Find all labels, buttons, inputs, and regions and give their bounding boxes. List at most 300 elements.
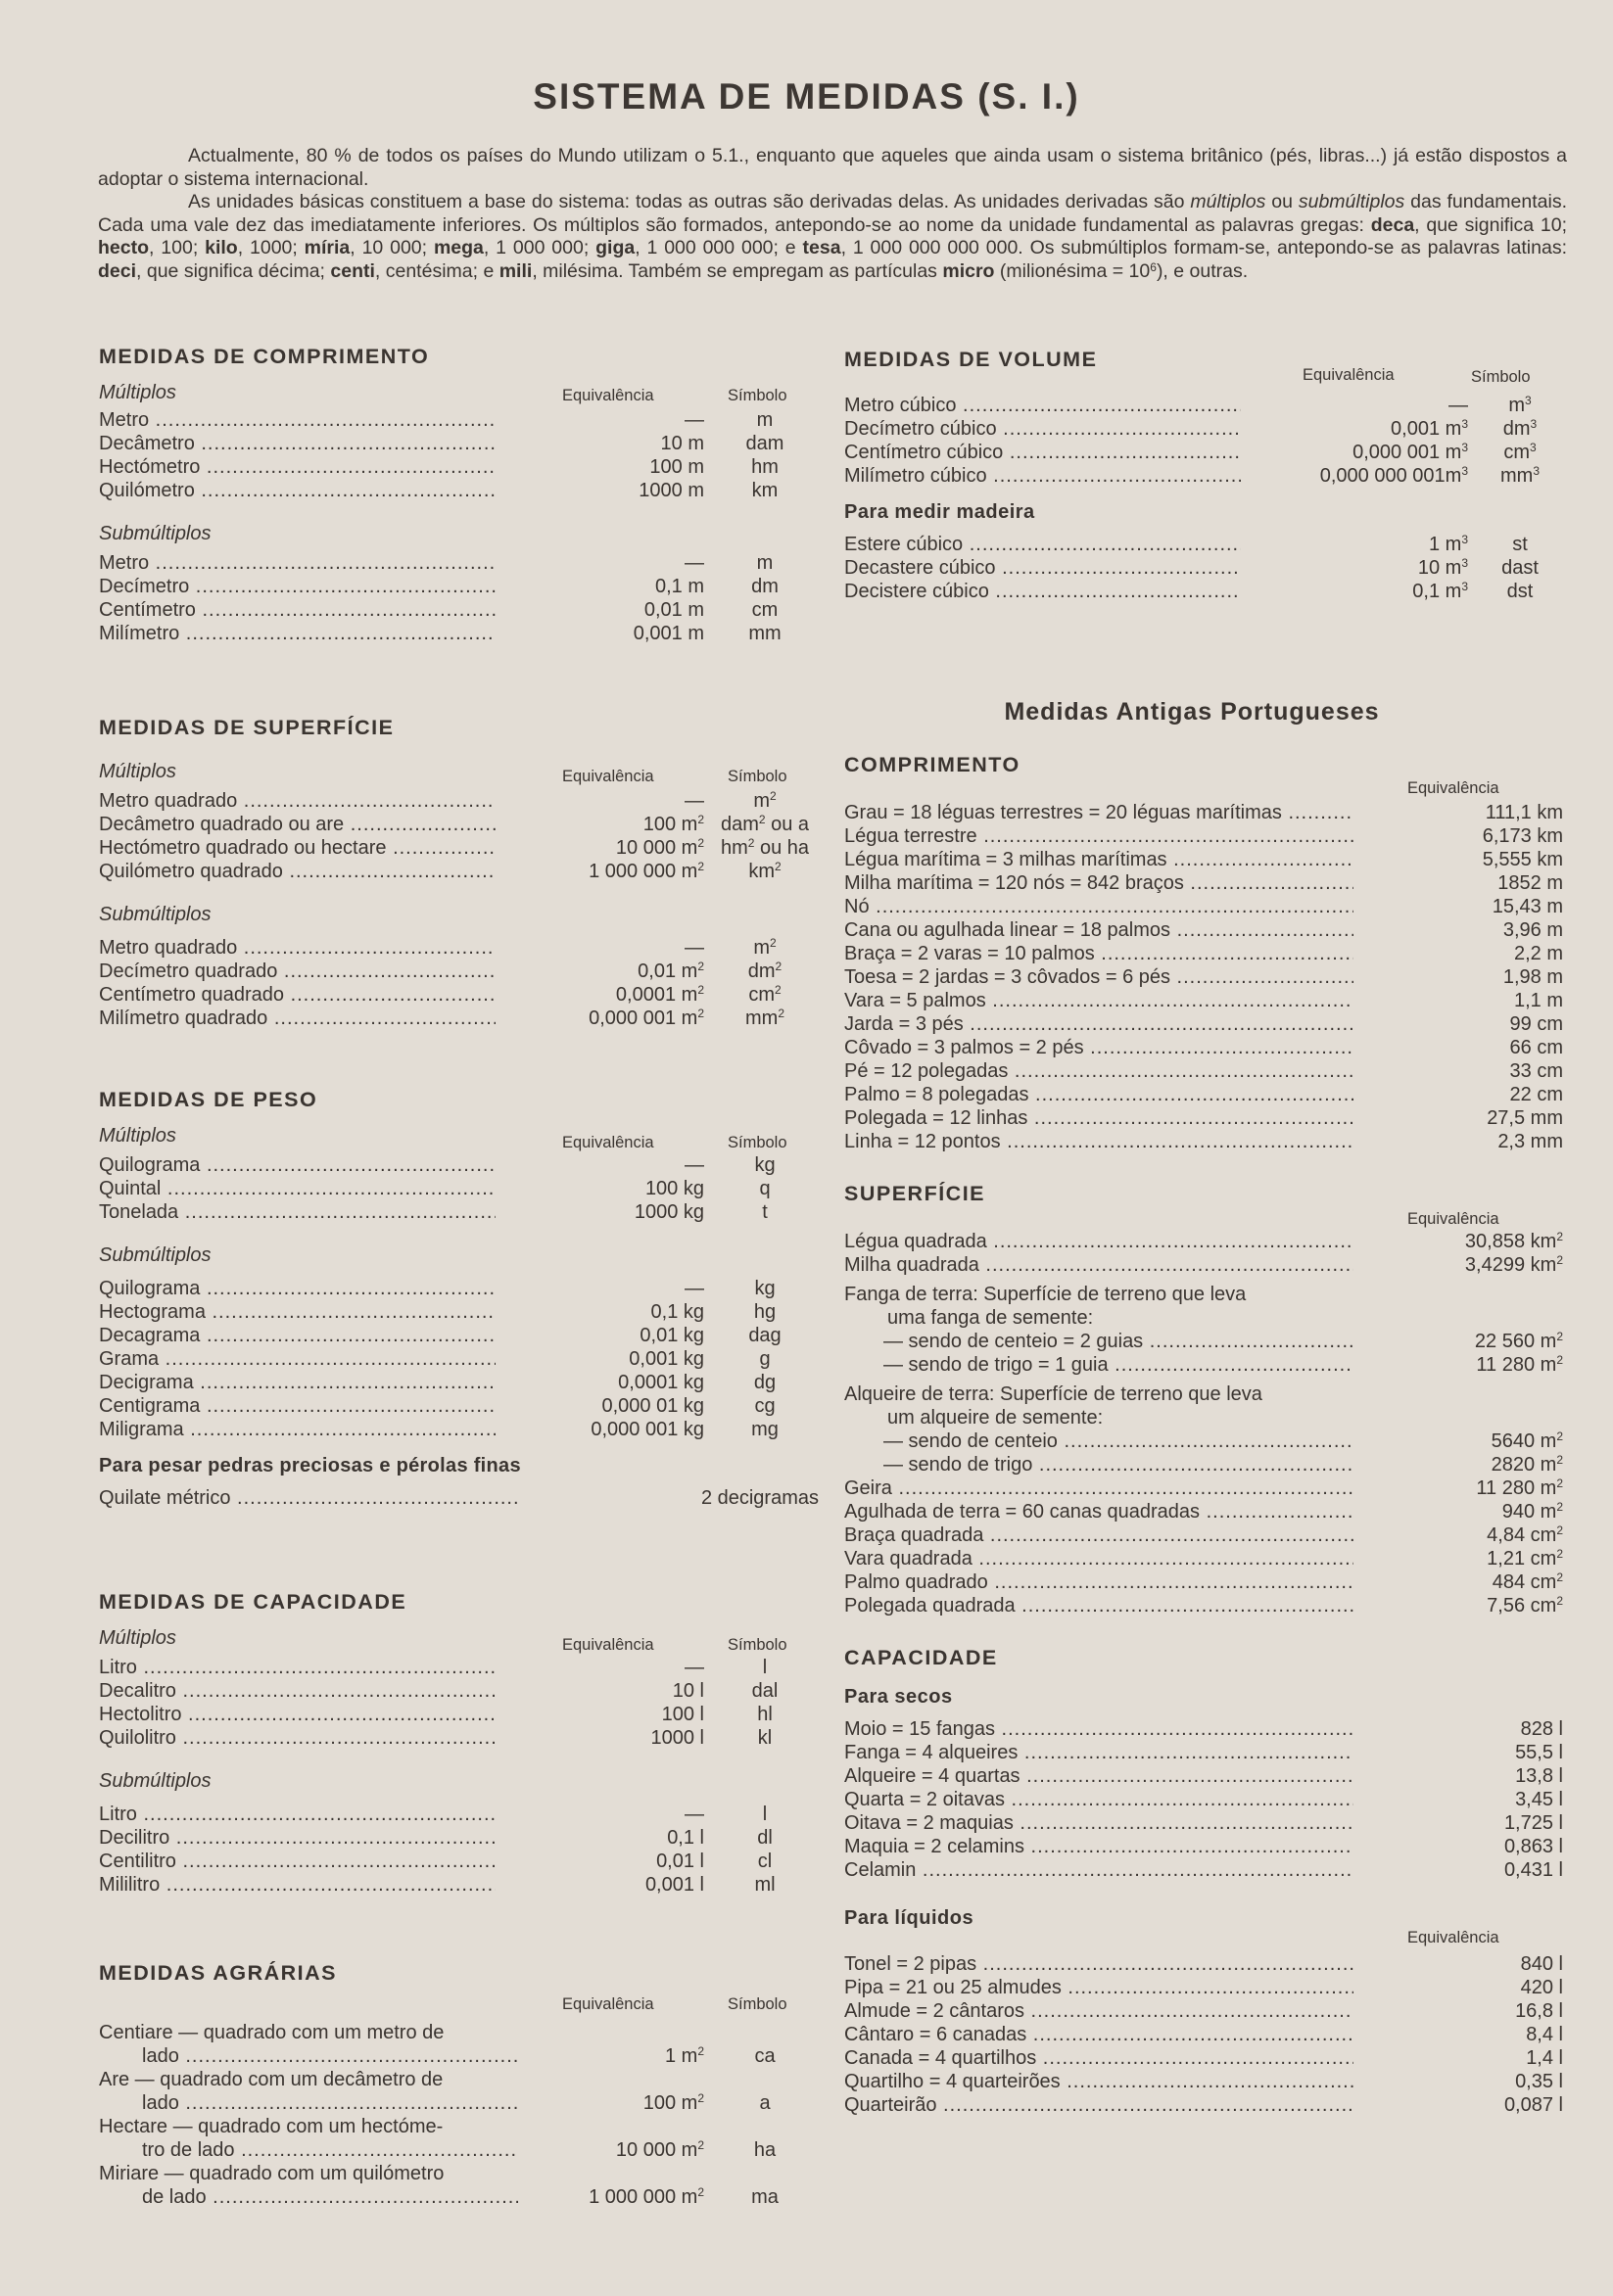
item-line-1: Centiare — quadrado com um metro de	[99, 2022, 445, 2043]
row-equivalencia: 0,000 01 kg	[601, 1395, 704, 1417]
table-row	[99, 408, 824, 432]
row-equivalencia: 100 kg	[644, 1178, 704, 1199]
row-name: Decastere cúbico .....	[844, 556, 1241, 580]
header-equivalencia: Equivalência	[1407, 1210, 1499, 1228]
row-name: Decímetro .....	[99, 575, 496, 598]
row-simbolo: kg	[754, 1278, 776, 1299]
row-equivalencia: 4,84 $cm^2$	[1487, 1523, 1563, 1546]
table-row	[99, 479, 824, 502]
row-simbolo: $dm^3$	[1502, 417, 1538, 440]
table-row	[844, 1858, 1569, 1882]
row-equivalencia: 1,21 $cm^2$	[1487, 1547, 1563, 1570]
row-equivalencia: 0,35 l	[1515, 2071, 1563, 2092]
row-equivalencia: 1,4 l	[1526, 2047, 1563, 2069]
superscript: 2	[774, 983, 782, 997]
section-agrarias	[99, 1958, 824, 2209]
row-simbolo: $km^2$	[748, 860, 782, 882]
table-row	[844, 2093, 1569, 2117]
table-row	[99, 1394, 824, 1418]
row-equivalencia: 0,01 l	[656, 1851, 704, 1872]
rows-capacidade-submultiplos	[99, 1803, 824, 1897]
row-name: — sendo de centeio = 2 guias .....	[883, 1330, 1353, 1353]
row-equivalencia: 22 560 $m^2$	[1474, 1330, 1563, 1352]
row-simbolo: $mm^2$	[744, 1007, 784, 1029]
table-row	[99, 1826, 824, 1850]
superscript: 2	[697, 983, 704, 997]
rows-antigas-comprimento	[844, 801, 1569, 1153]
row-name: Canada = 4 quartilhos .....	[844, 2046, 1353, 2070]
header-equivalencia: Equivalência	[1407, 1929, 1499, 1946]
subtitle-multiplos: Múltiplos	[99, 382, 176, 403]
rows-agrarias	[99, 2021, 824, 2209]
row-equivalencia: 0,000 001 $m^2$	[589, 1007, 704, 1029]
row-simbolo: $m^2$	[753, 936, 777, 959]
row-name: — sendo de centeio .....	[883, 1429, 1353, 1453]
row-equivalencia: 10 l	[672, 1680, 704, 1702]
table-row	[844, 464, 1569, 488]
item-name: lado .....	[142, 2091, 518, 2115]
table-row	[99, 598, 824, 622]
table-row	[99, 836, 824, 860]
rows-madeira	[844, 533, 1569, 603]
superscript: 3	[1461, 533, 1468, 546]
row-simbolo: km	[751, 480, 779, 501]
row-name: Quintal .....	[99, 1177, 496, 1200]
superscript: 3	[1529, 441, 1537, 454]
row-equivalencia: 10 m	[660, 433, 704, 454]
agraria-item	[99, 2068, 824, 2115]
superscript: 2	[1556, 1570, 1563, 1584]
rows-antigas-liquidos	[844, 1952, 1569, 2117]
superscript: 2	[697, 1007, 704, 1020]
table-row	[844, 1012, 1569, 1036]
row-simbolo: hm	[751, 456, 779, 478]
agraria-item	[99, 2115, 824, 2162]
superscript: 2	[1556, 1453, 1563, 1467]
section-title: MEDIDAS DE COMPRIMENTO	[99, 345, 430, 368]
row-name: Agulhada de terra = 60 canas quadradas .....	[844, 1500, 1353, 1523]
row-name: Cana ou agulhada linear = 18 palmos .....	[844, 918, 1353, 942]
antigas-superficie-title: SUPERFÍCIE	[844, 1182, 986, 1205]
row-name: Quilolitro .....	[99, 1726, 496, 1750]
row-equivalencia: 33 cm	[1509, 1060, 1563, 1082]
row-name: Jarda = 3 pés .....	[844, 1012, 1353, 1036]
superscript: 2	[1556, 1429, 1563, 1443]
superscript: 2	[697, 2044, 704, 2058]
item-line-1: Miriare — quadrado com um quilómetro	[99, 2163, 445, 2184]
row-equivalencia: 15,43 m	[1492, 896, 1563, 917]
row-name: Vara quadrada .....	[844, 1547, 1353, 1570]
row-simbolo: dm	[751, 576, 779, 597]
row-name: Decistere cúbico .....	[844, 580, 1241, 603]
row-equivalencia: 484 $cm^2$	[1492, 1570, 1563, 1593]
superscript: 3	[1533, 464, 1540, 478]
superscript: 2	[774, 860, 782, 873]
row-name: Polegada quadrada .....	[844, 1594, 1353, 1617]
row-simbolo: hg	[753, 1301, 777, 1323]
superscript: 2	[758, 813, 766, 826]
row-name: Centímetro .....	[99, 598, 496, 622]
row-name: Quarteirão .....	[844, 2093, 1353, 2117]
row-equivalencia: 100 l	[661, 1704, 704, 1725]
row-simbolo: mm	[748, 623, 782, 644]
row-name: Linha = 12 pontos .....	[844, 1130, 1353, 1153]
row-equivalencia: —	[1448, 395, 1468, 416]
table-row	[844, 1083, 1569, 1106]
table-row	[844, 417, 1569, 441]
table-row	[844, 1429, 1569, 1453]
row-equivalencia: 1000 kg	[634, 1201, 704, 1223]
section-capacidade	[99, 1587, 824, 1897]
row-name: Decigrama .....	[99, 1371, 496, 1394]
intro-paragraph-1: Actualmente, 80 % de todos os países do Mundo utilizam o 5.1., enquanto que aqueles que ainda usam o sistema britânico (pés, libras...) já estão dispostos a adoptar o sistema internacional.	[98, 145, 1567, 190]
row-name: Palmo = 8 polegadas .....	[844, 1083, 1353, 1106]
row-simbolo: dag	[748, 1325, 782, 1346]
table-row	[844, 1130, 1569, 1153]
superscript: 2	[697, 860, 704, 873]
row-name: Quarta = 2 oitavas .....	[844, 1788, 1353, 1811]
row-name: Maquia = 2 celamins .....	[844, 1835, 1353, 1858]
row-name: Milha quadrada .....	[844, 1253, 1353, 1277]
row-name: Braça = 2 varas = 10 palmos .....	[844, 942, 1353, 965]
row-name: Miligrama .....	[99, 1418, 496, 1441]
header-simbolo: Símbolo	[728, 1134, 787, 1151]
row-name: Decilitro .....	[99, 1826, 496, 1850]
table-row	[844, 989, 1569, 1012]
table-row	[99, 1726, 824, 1750]
item-line-1: Hectare — quadrado com um hectóme-	[99, 2116, 444, 2137]
row-equivalencia: 100 m	[649, 456, 704, 478]
rows-superficie-submultiplos	[99, 936, 824, 1030]
table-row	[844, 580, 1569, 603]
pedras-title: Para pesar pedras preciosas e pérolas finas	[99, 1455, 521, 1476]
table-row	[844, 1952, 1569, 1976]
quilate-row: Quilate métrico ..... 2 decigramas	[99, 1486, 824, 1510]
row-name: Quartilho = 4 quarteirões .....	[844, 2070, 1353, 2093]
alqueire-description: Alqueire de terra: Superfície de terreno que leva um alqueire de semente:	[844, 1383, 1262, 1429]
row-simbolo: dl	[757, 1827, 773, 1849]
intro-text	[98, 145, 1567, 283]
row-name: Hectograma .....	[99, 1300, 496, 1324]
table-row	[99, 1153, 824, 1177]
row-equivalencia: 0,001 kg	[629, 1348, 704, 1370]
header-simbolo: Símbolo	[728, 1995, 787, 2013]
table-row	[844, 2070, 1569, 2093]
subtitle-submultiplos: Submúltiplos	[99, 523, 212, 544]
row-simbolo: dst	[1506, 581, 1534, 602]
row-simbolo: $cm^2$	[748, 983, 782, 1006]
table-row	[99, 1803, 824, 1826]
table-row	[844, 848, 1569, 871]
row-name: Quilómetro quadrado .....	[99, 860, 496, 883]
table-row	[844, 1523, 1569, 1547]
header-equivalencia: Equivalência	[562, 1636, 654, 1654]
table-row	[99, 1300, 824, 1324]
subtitle-submultiplos: Submúltiplos	[99, 1244, 212, 1266]
row-equivalencia: 0,000 000 $001m^3$	[1319, 464, 1468, 487]
row-name: Tonel = 2 pipas .....	[844, 1952, 1353, 1976]
agraria-item	[99, 2162, 824, 2209]
section-antigas	[844, 695, 1569, 2117]
row-name: Pé = 12 polegadas .....	[844, 1059, 1353, 1083]
table-row	[99, 1347, 824, 1371]
superscript: 2	[1556, 1330, 1563, 1343]
row-equivalencia: 1852 m	[1497, 872, 1563, 894]
table-row	[844, 942, 1569, 965]
superscript: 2	[1556, 1547, 1563, 1561]
row-name: Toesa = 2 jardas = 3 côvados = 6 pés .....	[844, 965, 1353, 989]
row-equivalencia: 3,96 m	[1502, 919, 1563, 941]
superscript: 2	[697, 2185, 704, 2199]
item-line-2	[99, 2185, 824, 2209]
row-name: Geira .....	[844, 1476, 1353, 1500]
row-simbolo: $dm^2$	[747, 960, 783, 982]
row-name: — sendo de trigo = 1 guia .....	[883, 1353, 1353, 1377]
item-equivalencia: 100 $m^2$	[642, 2091, 704, 2114]
superscript: 3	[1530, 417, 1538, 431]
row-equivalencia: —	[685, 1278, 704, 1299]
table-row	[99, 983, 824, 1007]
header-equivalencia: Equivalência	[562, 387, 654, 404]
table-row	[844, 1500, 1569, 1523]
table-row	[844, 1476, 1569, 1500]
superscript: 3	[1461, 417, 1468, 431]
row-simbolo: q	[759, 1178, 771, 1199]
row-simbolo: cl	[757, 1851, 773, 1872]
row-equivalencia: 0,0001 $m^2$	[615, 983, 704, 1006]
page-title: SISTEMA DE MEDIDAS (S. I.)	[533, 76, 1080, 117]
row-simbolo: $hm^2$ ou ha	[720, 836, 810, 859]
item-equivalencia: 10 000 $m^2$	[615, 2138, 704, 2161]
item-simbolo: ca	[754, 2045, 776, 2067]
item-line-2	[99, 2091, 824, 2115]
row-name: Milha marítima = 120 nós = 842 braços .....	[844, 871, 1353, 895]
table-row	[99, 960, 824, 983]
rows-peso-submultiplos	[99, 1277, 824, 1441]
row-equivalencia: 0,000 001 $m^3$	[1352, 441, 1468, 463]
table-row	[844, 824, 1569, 848]
row-simbolo: $cm^3$	[1503, 441, 1537, 463]
row-equivalencia: 0,001 l	[644, 1874, 704, 1896]
row-equivalencia: 0,431 l	[1503, 1859, 1563, 1881]
table-row	[844, 1788, 1569, 1811]
row-name: Milímetro cúbico .....	[844, 464, 1241, 488]
item-name: de lado .....	[142, 2185, 518, 2209]
header-simbolo: Símbolo	[728, 768, 787, 785]
table-row	[844, 1811, 1569, 1835]
table-row	[844, 556, 1569, 580]
row-name: Quilograma .....	[99, 1153, 496, 1177]
table-row	[844, 2046, 1569, 2070]
madeira-title: Para medir madeira	[844, 501, 1035, 523]
row-name: Braça quadrada .....	[844, 1523, 1353, 1547]
section-title: MEDIDAS DE VOLUME	[844, 348, 1098, 371]
row-equivalencia: 1000 m	[639, 480, 704, 501]
subtitle-submultiplos: Submúltiplos	[99, 1770, 212, 1792]
item-name: tro de lado .....	[142, 2138, 518, 2162]
item-line-2	[99, 2044, 824, 2068]
table-row	[99, 1371, 824, 1394]
subtitle-multiplos: Múltiplos	[99, 1125, 176, 1147]
row-equivalencia: 940 $m^2$	[1501, 1500, 1563, 1523]
row-equivalencia: 10 000 $m^2$	[615, 836, 704, 859]
superscript: 2	[1556, 1500, 1563, 1514]
row-simbolo: $m^2$	[753, 789, 777, 812]
row-equivalencia: 6,173 km	[1482, 825, 1563, 847]
row-equivalencia: 11 280 $m^2$	[1476, 1353, 1563, 1376]
superscript: 3	[1461, 441, 1468, 454]
section-volume	[844, 345, 1569, 603]
row-name: Estere cúbico .....	[844, 533, 1241, 556]
row-equivalencia: 111,1 km	[1485, 802, 1563, 823]
superscript: 2	[747, 836, 755, 850]
section-peso	[99, 1085, 824, 1510]
row-name: Cântaro = 6 canadas .....	[844, 2023, 1353, 2046]
row-equivalencia: 0,0001 kg	[618, 1372, 704, 1393]
row-simbolo: dam	[745, 433, 784, 454]
table-row	[844, 1999, 1569, 2023]
row-name: Centímetro quadrado .....	[99, 983, 496, 1007]
row-equivalencia: 0,000 001 kg	[591, 1419, 704, 1440]
superscript: 2	[697, 836, 704, 850]
row-equivalencia: —	[685, 552, 704, 574]
row-equivalencia: 1,98 m	[1502, 966, 1563, 988]
row-name: Celamin .....	[844, 1858, 1353, 1882]
row-simbolo: l	[762, 1804, 768, 1825]
table-row	[844, 1330, 1569, 1353]
rows-antigas-secos	[844, 1717, 1569, 1882]
row-simbolo: $mm^3$	[1499, 464, 1540, 487]
row-equivalencia: 0,01 kg	[640, 1325, 704, 1346]
table-row	[844, 1570, 1569, 1594]
row-name: Polegada = 12 linhas .....	[844, 1106, 1353, 1130]
row-simbolo: m	[756, 552, 774, 574]
table-row	[844, 1741, 1569, 1764]
rows-antigas-sup-bottom	[844, 1476, 1569, 1617]
superscript: 2	[697, 2138, 704, 2152]
row-name: Decímetro quadrado .....	[99, 960, 496, 983]
header-simbolo: Símbolo	[728, 1636, 787, 1654]
rows-comprimento-submultiplos	[99, 551, 824, 645]
table-row	[844, 1764, 1569, 1788]
table-row	[99, 1873, 824, 1897]
row-simbolo: kl	[757, 1727, 773, 1749]
table-row	[99, 551, 824, 575]
table-row	[844, 1059, 1569, 1083]
superscript: 2	[1556, 1230, 1563, 1243]
row-simbolo: $m^3$	[1508, 394, 1532, 416]
header-equivalencia: Equivalência	[1303, 366, 1395, 384]
rows-capacidade-multiplos	[99, 1656, 824, 1750]
row-equivalencia: 5640 $m^2$	[1491, 1429, 1563, 1452]
row-equivalencia: 22 cm	[1509, 1084, 1563, 1105]
rows-comprimento-multiplos	[99, 408, 824, 502]
row-name: Metro cúbico .....	[844, 394, 1241, 417]
superscript: 3	[1461, 464, 1468, 478]
row-simbolo: mg	[751, 1419, 779, 1440]
item-simbolo: ma	[751, 2186, 779, 2208]
fanga-description: Fanga de terra: Superfície de terreno que leva uma fanga de semente:	[844, 1284, 1247, 1329]
table-row	[99, 1656, 824, 1679]
subtitle-multiplos: Múltiplos	[99, 1627, 176, 1649]
row-name: Tonelada .....	[99, 1200, 496, 1224]
row-simbolo: dg	[753, 1372, 777, 1393]
row-name: Litro .....	[99, 1803, 496, 1826]
row-name: Légua marítima = 3 milhas marítimas .....	[844, 848, 1353, 871]
row-name: Decímetro cúbico .....	[844, 417, 1241, 441]
superscript: 2	[1556, 1523, 1563, 1537]
row-name: Fanga = 4 alqueires .....	[844, 1741, 1353, 1764]
row-name: Quilograma .....	[99, 1277, 496, 1300]
table-row	[99, 813, 824, 836]
row-equivalencia: 1000 l	[650, 1727, 704, 1749]
row-name: Légua terrestre .....	[844, 824, 1353, 848]
item-name: lado .....	[142, 2044, 518, 2068]
header-equivalencia: Equivalência	[1407, 779, 1499, 797]
table-row	[99, 860, 824, 883]
section-comprimento	[99, 342, 824, 645]
row-simbolo: m	[756, 409, 774, 431]
row-equivalencia: —	[685, 790, 704, 812]
header-simbolo: Símbolo	[728, 387, 787, 404]
row-name: Centilitro .....	[99, 1850, 496, 1873]
superscript: 2	[1556, 1253, 1563, 1267]
row-equivalencia: 8,4 l	[1526, 2024, 1563, 2045]
row-name: Quilómetro .....	[99, 479, 496, 502]
antigas-capacidade-title: CAPACIDADE	[844, 1646, 998, 1669]
row-name: — sendo de trigo .....	[883, 1453, 1353, 1476]
row-equivalencia: 5,555 km	[1482, 849, 1563, 870]
row-name: Palmo quadrado .....	[844, 1570, 1353, 1594]
row-name: Centímetro cúbico .....	[844, 441, 1241, 464]
row-name: Metro .....	[99, 408, 496, 432]
row-simbolo: dam$^2$ ou a	[720, 813, 810, 835]
row-equivalencia: 66 cm	[1509, 1037, 1563, 1058]
section-title: MEDIDAS AGRÁRIAS	[99, 1961, 337, 1985]
row-name: Alqueire = 4 quartas .....	[844, 1764, 1353, 1788]
table-row	[99, 622, 824, 645]
row-name: Pipa = 21 ou 25 almudes .....	[844, 1976, 1353, 1999]
table-row	[844, 1106, 1569, 1130]
table-row	[844, 441, 1569, 464]
item-equivalencia: 1 000 000 $m^2$	[589, 2185, 704, 2208]
row-name: Decâmetro quadrado ou are .....	[99, 813, 496, 836]
rows-antigas-alqueire	[844, 1429, 1569, 1476]
row-name: Decalitro .....	[99, 1679, 496, 1703]
row-name: Centigrama .....	[99, 1394, 496, 1418]
row-equivalencia: 3,4299 $km^2$	[1464, 1253, 1563, 1276]
row-equivalencia: 0,01 m	[643, 599, 704, 621]
table-row	[99, 1850, 824, 1873]
table-row	[99, 1324, 824, 1347]
row-name: Côvado = 3 palmos = 2 pés .....	[844, 1036, 1353, 1059]
row-equivalencia: 7,56 $cm^2$	[1487, 1594, 1563, 1617]
superscript: 3	[1461, 556, 1468, 570]
row-simbolo: ml	[754, 1874, 776, 1896]
header-equivalencia: Equivalência	[562, 1995, 654, 2013]
rows-antigas-fanga	[844, 1330, 1569, 1377]
row-equivalencia: 2,2 m	[1513, 943, 1563, 964]
table-row	[844, 801, 1569, 824]
table-row	[99, 789, 824, 813]
table-row	[99, 1679, 824, 1703]
superscript: 3	[1524, 394, 1532, 407]
antigas-comprimento-title: COMPRIMENTO	[844, 753, 1020, 776]
row-equivalencia: 828 l	[1520, 1718, 1563, 1740]
section-title: MEDIDAS DE SUPERFÍCIE	[99, 716, 395, 739]
row-equivalencia: 2820 $m^2$	[1491, 1453, 1563, 1476]
row-equivalencia: —	[685, 409, 704, 431]
